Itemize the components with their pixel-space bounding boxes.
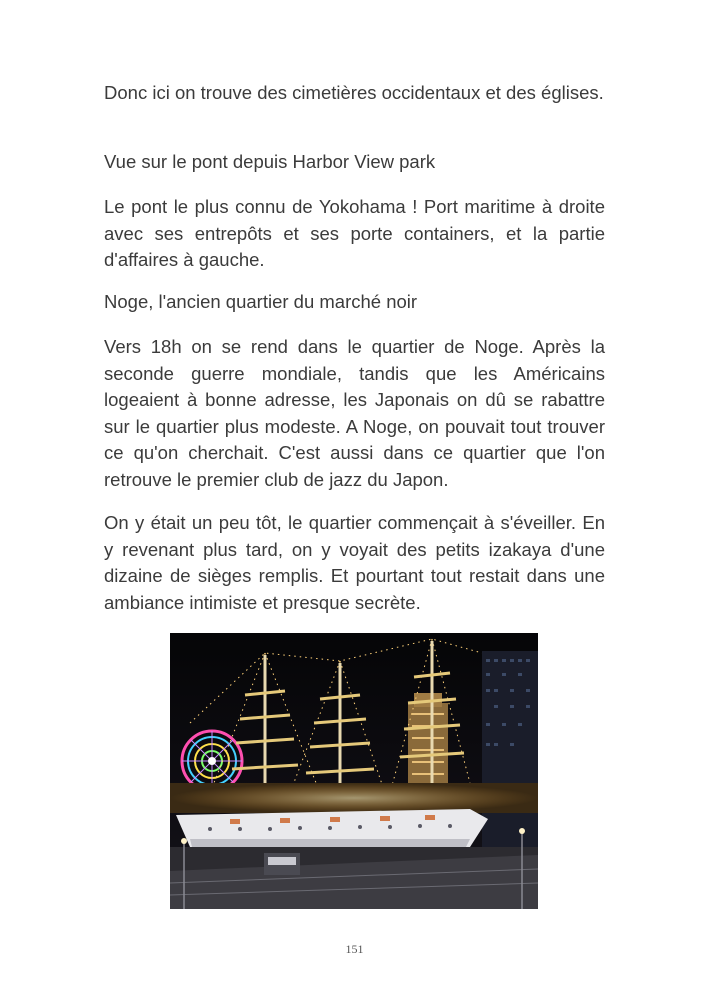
paragraph-izakaya: On y était un peu tôt, le quartier commençait à s'éveiller. En y revenant plus tard, on y voyait des petits izakaya d'une dizaine de sièges remplis. Et pourtant tout restait dans une ambiance intimiste et presque secrète. xyxy=(104,512,605,613)
paragraph-bridge-heading: Vue sur le pont depuis Harbor View park xyxy=(104,151,436,172)
paragraph-bridge: Le pont le plus connu de Yokohama ! Port maritime à droite avec ses entrepôts et ses porte containers, et la partie d'affaires à gauche. xyxy=(104,196,605,270)
page-number: 151 xyxy=(345,942,364,956)
sailing-ship-night-photo xyxy=(170,633,538,909)
paragraph-noge: Vers 18h on se rend dans le quartier de Noge. Après la seconde guerre mondiale, tandis que les Américains logeaient à bonne adresse, les Japonais on dû se rabattre sur le quartier plus modeste. A Noge, on pouvait tout trouver ce qu'on cherchait. C'est aussi dans ce quartier que l'on retrouve le premier club de jazz du Japon. xyxy=(104,336,605,490)
paragraph-cemeteries: Donc ici on trouve des cimetières occidentaux et des églises. xyxy=(104,82,604,103)
section-heading-noge: Noge, l'ancien quartier du marché noir xyxy=(104,291,418,312)
